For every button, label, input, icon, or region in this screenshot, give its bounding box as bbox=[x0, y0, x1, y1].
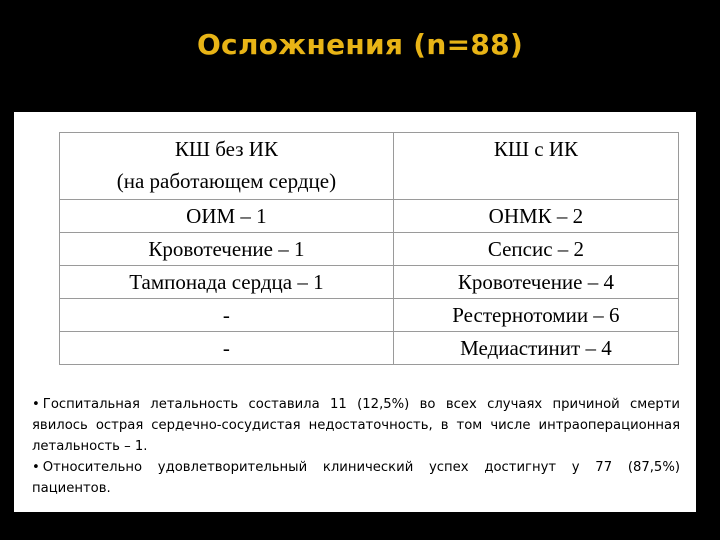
bullet-icon: • bbox=[32, 460, 40, 475]
table-cell: ОНМК – 2 bbox=[393, 200, 678, 233]
table-cell: Сепсис – 2 bbox=[393, 233, 678, 266]
note-mortality-text: Госпитальная летальность составила 11 (12,5%) во всех случаях причиной смерти явилось острая сердечно-сосудистая недостаточность, в том числе интраоперационная летальность – 1. bbox=[32, 397, 680, 454]
table-cell: ОИМ – 1 bbox=[60, 200, 394, 233]
note-success bbox=[32, 457, 680, 499]
slide-title: Осложнения (n=88) bbox=[196, 28, 524, 61]
table-row bbox=[60, 233, 679, 266]
content-area bbox=[14, 112, 696, 512]
table-cell: - bbox=[60, 332, 394, 365]
bullet-icon: • bbox=[32, 397, 40, 412]
table-cell: Медиастинит – 4 bbox=[393, 332, 678, 365]
table-cell: Кровотечение – 1 bbox=[60, 233, 394, 266]
table-row bbox=[60, 332, 679, 365]
title-band bbox=[0, 0, 720, 112]
table-row bbox=[60, 200, 679, 233]
table-header-row bbox=[60, 133, 679, 200]
notes-block bbox=[32, 394, 680, 499]
complications-table bbox=[59, 132, 679, 365]
table-cell: - bbox=[60, 299, 394, 332]
header-off-pump-line2: (на работающем сердце) bbox=[116, 169, 337, 193]
header-on-pump: КШ с ИК bbox=[393, 133, 678, 200]
table-row bbox=[60, 299, 679, 332]
note-success-text: Относительно удовлетворительный клинический успех достигнут у 77 (87,5%) пациентов. bbox=[32, 460, 680, 496]
header-off-pump-line1: КШ без ИК bbox=[174, 137, 278, 161]
table-row bbox=[60, 266, 679, 299]
table-cell: Кровотечение – 4 bbox=[393, 266, 678, 299]
note-mortality bbox=[32, 394, 680, 457]
table-cell: Тампонада сердца – 1 bbox=[60, 266, 394, 299]
table-cell: Рестернотомии – 6 bbox=[393, 299, 678, 332]
header-off-pump bbox=[60, 133, 394, 200]
